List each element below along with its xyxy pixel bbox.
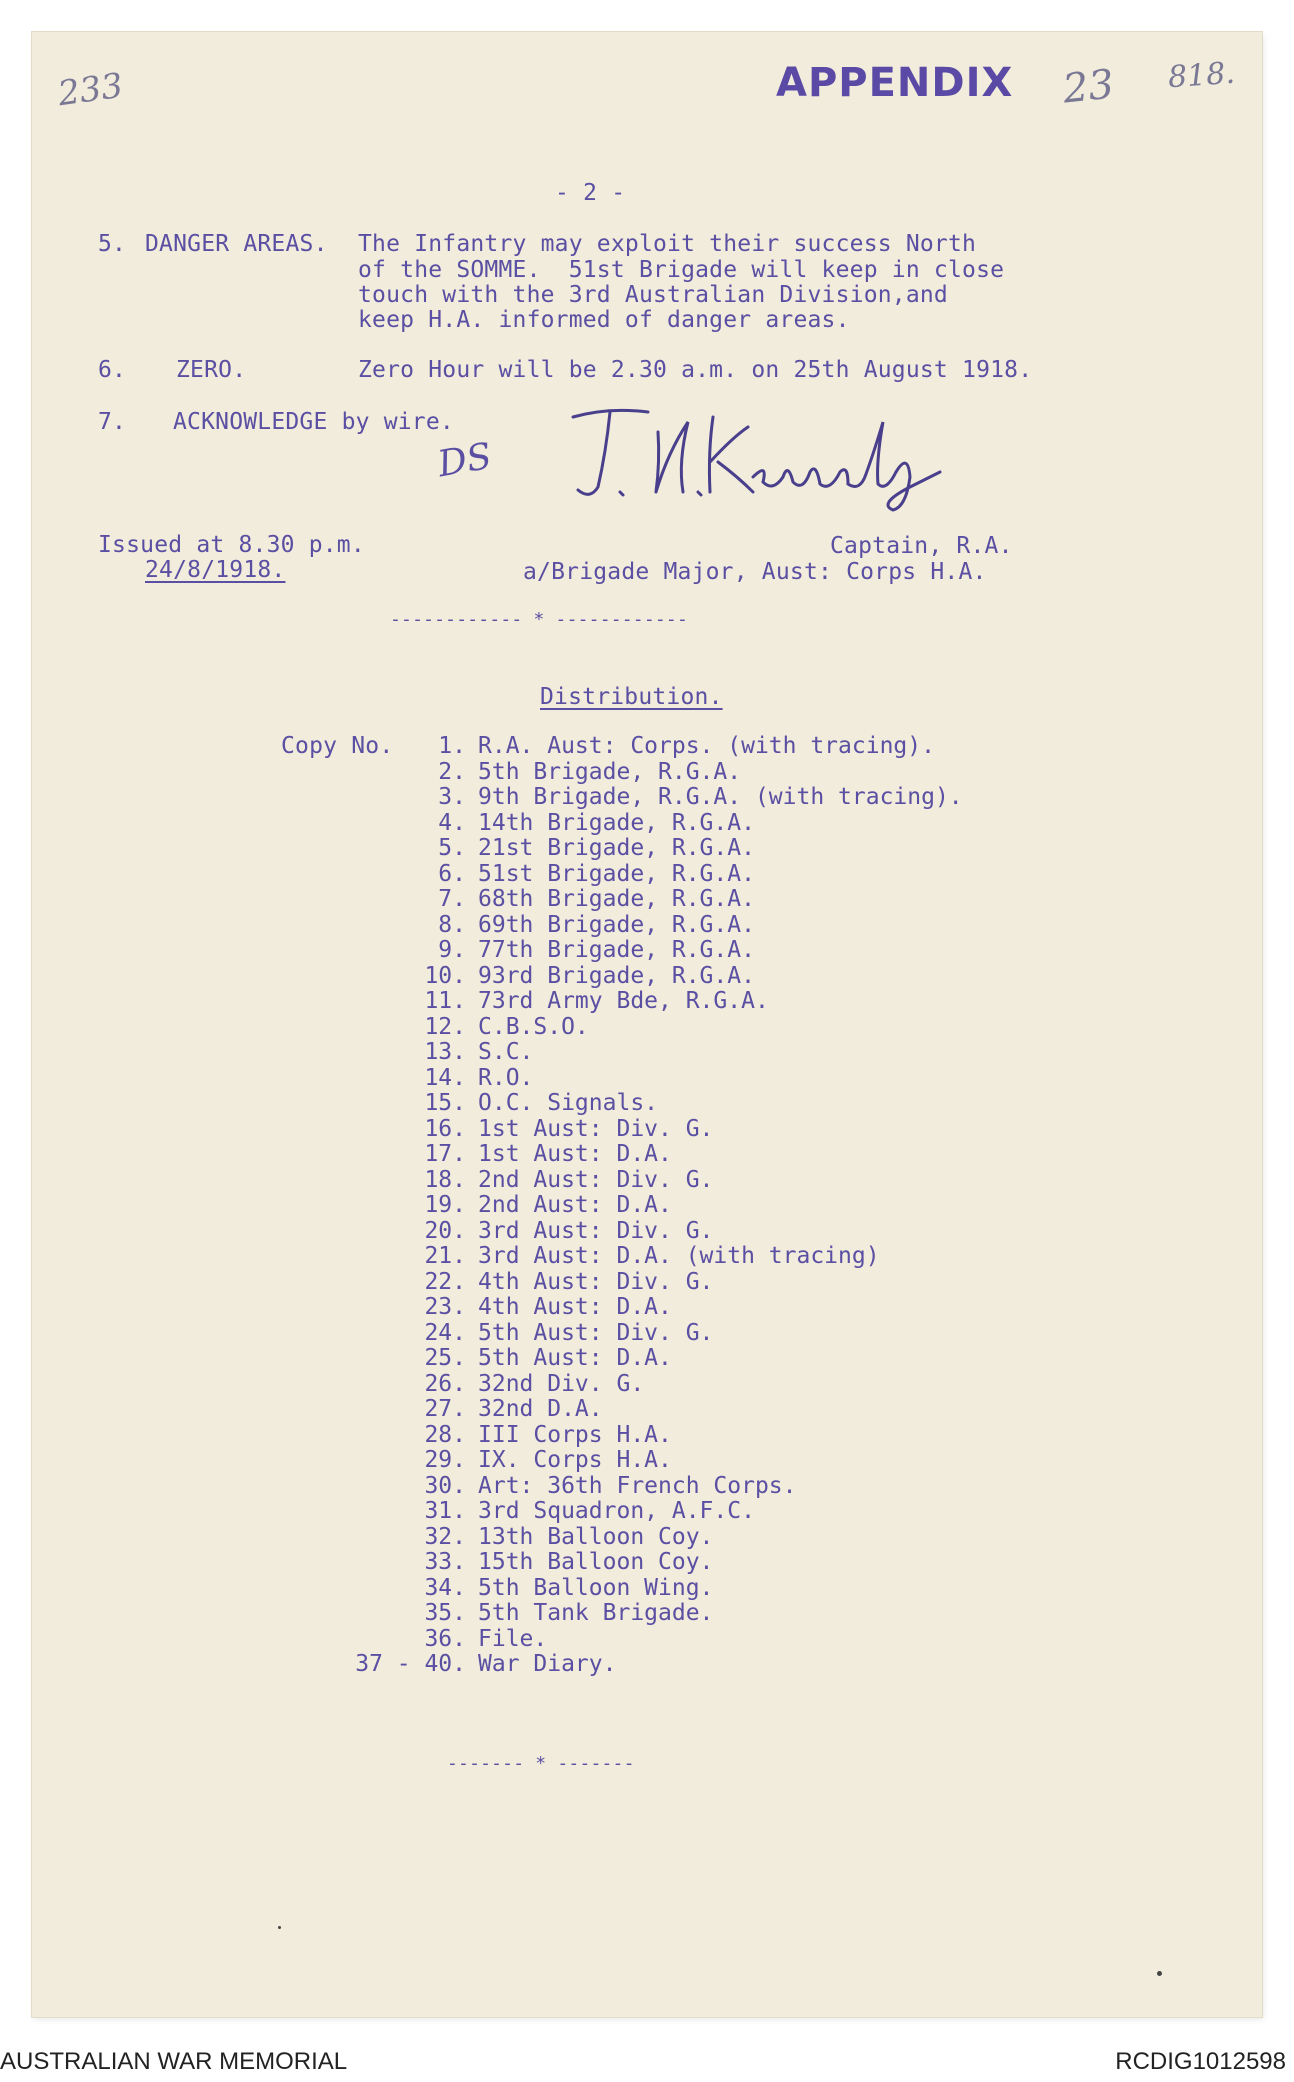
recipient: R.A. Aust: Corps. (with tracing). xyxy=(478,733,935,759)
distribution-item xyxy=(280,1473,963,1499)
distribution-item xyxy=(280,937,963,963)
signatory-rank: Captain, R.A. xyxy=(830,533,1013,559)
copy-number: 33. xyxy=(424,1549,466,1575)
distribution-item xyxy=(280,1345,963,1371)
recipient: 3rd Aust: Div. G. xyxy=(478,1217,714,1244)
recipient: 32nd D.A. xyxy=(478,1396,603,1422)
distribution-item xyxy=(280,1524,963,1550)
distribution-item xyxy=(280,1218,963,1244)
distribution-item xyxy=(280,1294,963,1320)
pencil-folio-number: 233 xyxy=(55,65,126,115)
copy-number: 23. xyxy=(424,1294,466,1320)
distribution-item xyxy=(280,1141,963,1167)
copy-number: 27. xyxy=(424,1396,466,1422)
issued-time: Issued at 8.30 p.m. xyxy=(98,532,365,558)
recipient: 51st Brigade, R.G.A. xyxy=(478,860,755,887)
copy-number: 24. xyxy=(424,1319,466,1346)
copy-number: 30. xyxy=(424,1472,466,1499)
distribution-title: Distribution. xyxy=(540,684,723,710)
copy-number: 10. xyxy=(424,962,466,989)
copy-number: 29. xyxy=(424,1447,466,1473)
distribution-item xyxy=(280,1192,963,1218)
copy-number: 31. xyxy=(424,1498,466,1524)
separator-top: ------------ * ------------ xyxy=(390,609,688,630)
distribution-item xyxy=(280,1447,963,1473)
copy-number: 34. xyxy=(424,1574,466,1601)
distribution-item xyxy=(280,1371,963,1397)
paragraph-5-number: 5. xyxy=(98,231,127,257)
distribution-item xyxy=(280,1549,963,1575)
distribution-item xyxy=(280,988,963,1014)
copy-number: 28. xyxy=(424,1421,466,1448)
paragraph-6-number: 6. xyxy=(98,357,127,383)
recipient: 69th Brigade, R.G.A. xyxy=(478,911,755,938)
recipient: 93rd Brigade, R.G.A. xyxy=(478,962,755,989)
recipient: 9th Brigade, R.G.A. (with tracing). xyxy=(478,784,963,810)
copy-number: 15. xyxy=(424,1090,466,1116)
paragraph-5-line-4: keep H.A. informed of danger areas. xyxy=(358,307,850,333)
signatory-role: a/Brigade Major, Aust: Corps H.A. xyxy=(523,559,987,585)
copy-number: 2. xyxy=(438,758,466,785)
recipient: 5th Tank Brigade. xyxy=(478,1600,714,1626)
distribution-item xyxy=(280,1065,963,1091)
paper-speck xyxy=(278,1926,281,1929)
recipient: Art: 36th French Corps. xyxy=(478,1472,797,1499)
recipient: 3rd Aust: D.A. (with tracing) xyxy=(478,1243,880,1269)
recipient: 21st Brigade, R.G.A. xyxy=(478,835,755,861)
recipient: War Diary. xyxy=(478,1651,617,1677)
recipient: 14th Brigade, R.G.A. xyxy=(478,809,755,836)
copy-number: 18. xyxy=(424,1166,466,1193)
pencil-reference-a: 23 xyxy=(1060,61,1117,113)
paragraph-7-text: ACKNOWLEDGE by wire. xyxy=(173,409,454,435)
distribution-item xyxy=(280,1039,963,1065)
recipient: S.C. xyxy=(478,1039,534,1065)
recipient: 2nd Aust: Div. G. xyxy=(478,1166,714,1193)
copy-number: 37 - 40. xyxy=(355,1651,466,1677)
distribution-item xyxy=(280,810,963,836)
recipient: 5th Brigade, R.G.A. xyxy=(478,758,742,785)
copy-number: 20. xyxy=(424,1217,466,1244)
copy-number: 7. xyxy=(438,886,466,912)
distribution-item xyxy=(280,1422,963,1448)
distribution-item xyxy=(280,1396,963,1422)
recipient: 4th Aust: Div. G. xyxy=(478,1268,714,1295)
copy-number: 1. xyxy=(438,733,466,759)
appendix-stamp: APPENDIX xyxy=(776,60,1014,106)
paragraph-6-heading: ZERO. xyxy=(176,357,247,383)
distribution-item xyxy=(280,1600,963,1626)
distribution-item xyxy=(280,1269,963,1295)
recipient: 5th Aust: D.A. xyxy=(478,1345,672,1371)
copy-number-label: Copy No. xyxy=(281,733,394,759)
copy-number: 26. xyxy=(424,1370,466,1397)
recipient: R.O. xyxy=(478,1064,534,1091)
copy-number: 19. xyxy=(424,1192,466,1218)
recipient: O.C. Signals. xyxy=(478,1090,659,1116)
handwritten-signature xyxy=(548,392,948,512)
recipient: 4th Aust: D.A. xyxy=(478,1294,672,1320)
paragraph-6-text: Zero Hour will be 2.30 a.m. on 25th August 1918. xyxy=(358,357,1033,383)
recipient: 1st Aust: Div. G. xyxy=(478,1115,714,1142)
paragraph-7-number: 7. xyxy=(98,409,127,435)
page-number: - 2 - xyxy=(555,180,626,206)
distribution-item xyxy=(280,1167,963,1193)
copy-number: 14. xyxy=(424,1064,466,1091)
distribution-item xyxy=(280,1626,963,1652)
copy-number: 11. xyxy=(424,988,466,1014)
paper-speck xyxy=(1157,1971,1162,1976)
copy-number: 36. xyxy=(424,1625,466,1652)
copy-number: 12. xyxy=(424,1013,466,1040)
recipient: 13th Balloon Coy. xyxy=(478,1523,714,1550)
footer-identifier: RCDIG1012598 xyxy=(1115,2048,1286,2075)
recipient: 1st Aust: D.A. xyxy=(478,1141,672,1167)
recipient: 5th Balloon Wing. xyxy=(478,1574,714,1601)
pencil-reference-b: 818. xyxy=(1166,55,1236,96)
distribution-item xyxy=(280,759,963,785)
copy-number: 8. xyxy=(438,911,466,938)
paragraph-5-line-3: touch with the 3rd Australian Division,and xyxy=(358,282,948,308)
distribution-item xyxy=(280,784,963,810)
distribution-item xyxy=(280,1090,963,1116)
issued-date: 24/8/1918. xyxy=(145,557,286,583)
paragraph-5-heading: DANGER AREAS. xyxy=(145,231,328,257)
distribution-item xyxy=(280,1243,963,1269)
copy-number: 25. xyxy=(424,1345,466,1371)
paragraph-5-line-1: The Infantry may exploit their success North xyxy=(358,231,977,257)
distribution-item xyxy=(280,963,963,989)
recipient: 2nd Aust: D.A. xyxy=(478,1192,672,1218)
copy-number: 35. xyxy=(424,1600,466,1626)
paragraph-5-line-2: of the SOMME. 51st Brigade will keep in close xyxy=(358,257,1005,283)
recipient: 73rd Army Bde, R.G.A. xyxy=(478,988,769,1014)
recipient: File. xyxy=(478,1625,548,1652)
recipient: 5th Aust: Div. G. xyxy=(478,1319,714,1346)
copy-number: 6. xyxy=(438,860,466,887)
distribution-item xyxy=(280,1320,963,1346)
distribution-item xyxy=(280,1014,963,1040)
copy-number: 5. xyxy=(438,835,466,861)
recipient: IX. Corps H.A. xyxy=(478,1447,672,1473)
distribution-list xyxy=(280,733,963,1677)
copy-number: 21. xyxy=(424,1243,466,1269)
separator-bottom: ------- * ------- xyxy=(447,1753,635,1774)
distribution-item xyxy=(280,733,963,759)
copy-number: 9. xyxy=(438,937,466,963)
distribution-item xyxy=(280,1575,963,1601)
distribution-item xyxy=(280,835,963,861)
copy-number: 16. xyxy=(424,1115,466,1142)
distribution-item xyxy=(280,1498,963,1524)
copy-number: 17. xyxy=(424,1141,466,1167)
recipient: C.B.S.O. xyxy=(478,1013,589,1040)
distribution-item xyxy=(280,886,963,912)
signature-initials: DS xyxy=(434,435,495,486)
copy-number: 22. xyxy=(424,1268,466,1295)
copy-number: 3. xyxy=(438,784,466,810)
recipient: 68th Brigade, R.G.A. xyxy=(478,886,755,912)
copy-number: 32. xyxy=(424,1523,466,1550)
recipient: 15th Balloon Coy. xyxy=(478,1549,714,1575)
recipient: III Corps H.A. xyxy=(478,1421,672,1448)
copy-number: 4. xyxy=(438,809,466,836)
distribution-item xyxy=(280,861,963,887)
copy-number: 13. xyxy=(424,1039,466,1065)
distribution-item xyxy=(280,912,963,938)
distribution-item xyxy=(280,1116,963,1142)
distribution-item xyxy=(280,1651,963,1677)
recipient: 3rd Squadron, A.F.C. xyxy=(478,1498,755,1524)
recipient: 32nd Div. G. xyxy=(478,1370,645,1397)
footer-institution: AUSTRALIAN WAR MEMORIAL xyxy=(0,2048,348,2075)
recipient: 77th Brigade, R.G.A. xyxy=(478,937,755,963)
